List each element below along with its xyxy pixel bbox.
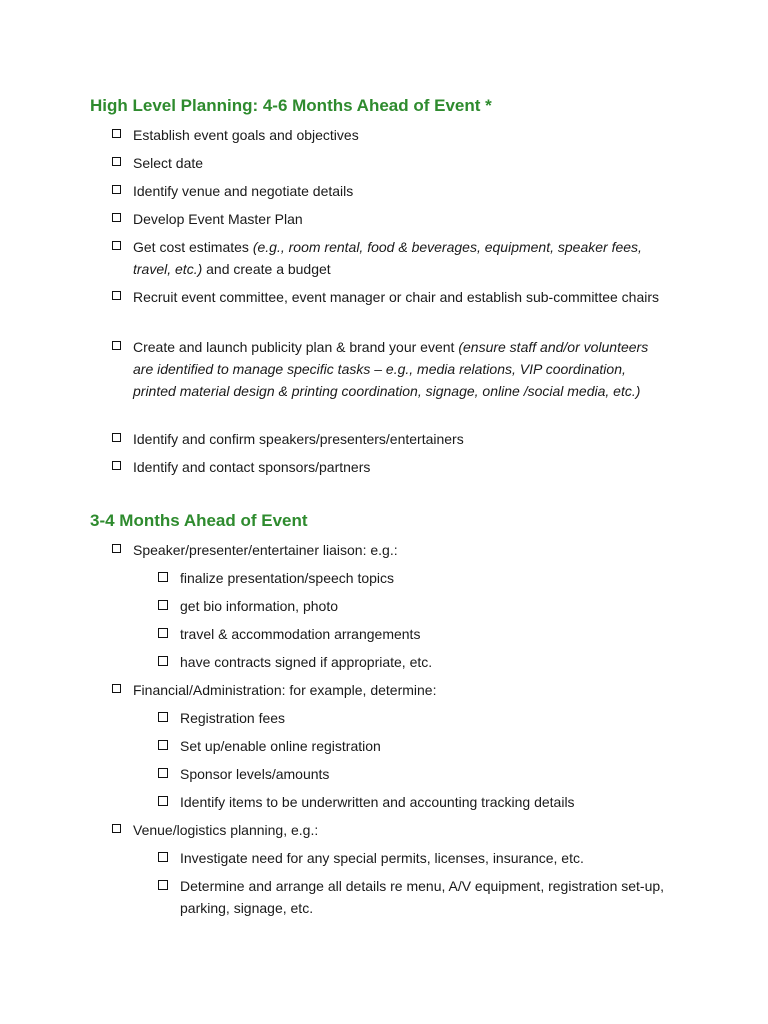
checklist-item [112, 336, 672, 402]
checklist-group-item: Speaker/presenter/entertainer liaison: e.g.: [112, 539, 672, 561]
checklist-subitem: Investigate need for any special permits, licenses, insurance, etc. [158, 847, 678, 869]
checkbox-icon [158, 796, 168, 806]
checklist-group-item: Venue/logistics planning, e.g.: [112, 819, 672, 841]
checkbox-icon [112, 341, 121, 350]
checklist-item-text: Create and launch publicity plan & brand your event (ensure staff and/or volunteers are identified to manage specific tasks – e.g., media relations, VIP coordination, printed material design & printing coordination, signage, online /social media, etc.) [133, 339, 649, 399]
checklist-item: Recruit event committee, event manager or chair and establish sub-committee chairs [112, 286, 672, 308]
checklist-subitem: get bio information, photo [158, 595, 678, 617]
checklist-item: Select date [112, 152, 672, 174]
checklist-item [112, 236, 672, 280]
checkbox-icon [158, 768, 168, 778]
checkbox-icon [112, 241, 121, 250]
checkbox-icon [112, 185, 121, 194]
checkbox-icon [112, 213, 121, 222]
checklist-item: Develop Event Master Plan [112, 208, 672, 230]
section-title: High Level Planning: 4-6 Months Ahead of Event * [90, 96, 492, 115]
checkbox-icon [112, 461, 121, 470]
section-title: 3-4 Months Ahead of Event [90, 511, 308, 530]
checkbox-icon [112, 824, 121, 833]
checkbox-icon [158, 740, 168, 750]
checkbox-icon [158, 628, 168, 638]
checklist-item: Identify venue and negotiate details [112, 180, 672, 202]
checklist-subitem: travel & accommodation arrangements [158, 623, 678, 645]
checklist-item: Identify and contact sponsors/partners [112, 456, 672, 478]
checkbox-icon [158, 852, 168, 862]
checklist-subitem: finalize presentation/speech topics [158, 567, 678, 589]
checklist-subitem: have contracts signed if appropriate, etc. [158, 651, 678, 673]
checklist-item-text: Get cost estimates (e.g., room rental, food & beverages, equipment, speaker fees, travel, etc.) and create a budget [133, 239, 642, 277]
checkbox-icon [112, 157, 121, 166]
checkbox-icon [158, 880, 168, 890]
checkbox-icon [112, 433, 121, 442]
checkbox-icon [158, 572, 168, 582]
checklist-subitem: Set up/enable online registration [158, 735, 678, 757]
checklist-item: Identify and confirm speakers/presenters/entertainers [112, 428, 672, 450]
checklist-subitem: Identify items to be underwritten and accounting tracking details [158, 791, 678, 813]
checklist-subitem: Registration fees [158, 707, 678, 729]
checkbox-icon [158, 712, 168, 722]
checkbox-icon [112, 684, 121, 693]
checkbox-icon [112, 291, 121, 300]
checkbox-icon [112, 544, 121, 553]
checklist-subitem: Determine and arrange all details re menu, A/V equipment, registration set-up, parking, signage, etc. [158, 875, 678, 919]
checklist-subitem: Sponsor levels/amounts [158, 763, 678, 785]
checkbox-icon [112, 129, 121, 138]
checkbox-icon [158, 600, 168, 610]
checkbox-icon [158, 656, 168, 666]
checklist-item: Establish event goals and objectives [112, 124, 672, 146]
checklist-group-item: Financial/Administration: for example, determine: [112, 679, 672, 701]
